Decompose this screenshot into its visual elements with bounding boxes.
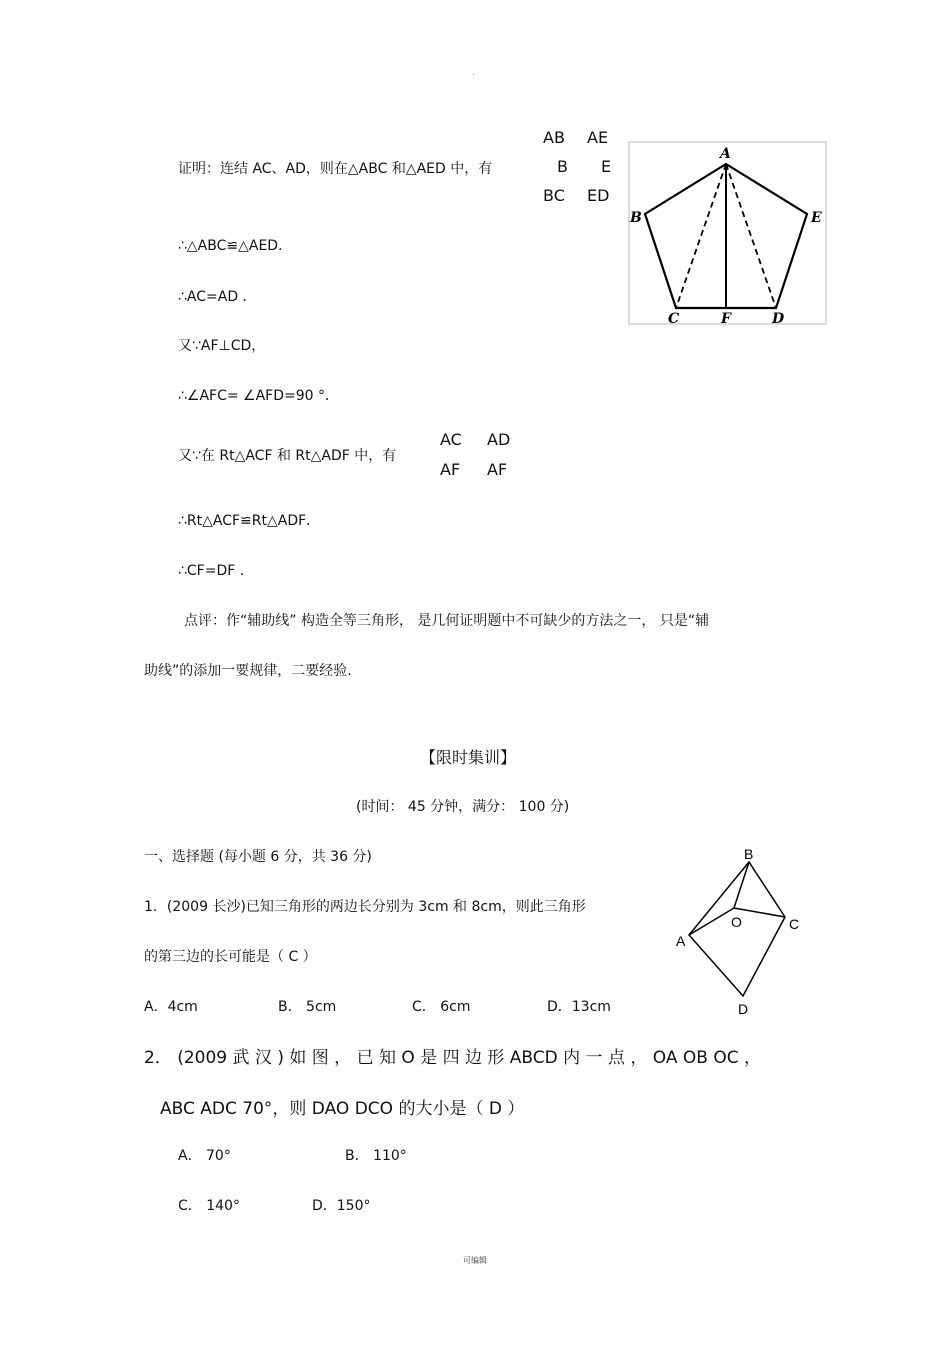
q2-line1: 2． (2009 武 汉 ) 如 图 ， 已 知 O 是 四 边 形 ABCD 内 一 点 ， OA OB OC ， bbox=[144, 1048, 761, 1068]
section-title: 【限时集训】 bbox=[420, 748, 517, 767]
proof-intro: 证明：连结 AC、AD，则在△ABC 和△AED 中，有 bbox=[178, 161, 493, 177]
q1-option-c: C． 6cm bbox=[412, 999, 471, 1015]
pentagon-figure bbox=[628, 140, 828, 326]
q1-option-d: D．13cm bbox=[547, 999, 611, 1015]
proof-line3: 又∵AF⊥CD， bbox=[178, 338, 266, 354]
part1-heading: 一、选择题 (每小题 6 分，共 36 分) bbox=[144, 849, 372, 865]
eq-row3-left: BC bbox=[543, 186, 565, 205]
q2-line2: ABC ADC 70°，则 DAO DCO 的大小是（ D ） bbox=[160, 1099, 525, 1119]
quad-label-b: B bbox=[744, 846, 754, 862]
pentagon-label-d: D bbox=[772, 311, 785, 326]
eq2-row1-right: AD bbox=[487, 430, 511, 449]
eq-row2-right: E bbox=[601, 157, 612, 176]
pentagon-label-b: B bbox=[630, 210, 642, 226]
eq2-row2-right: AF bbox=[487, 460, 508, 479]
pentagon-label-a: A bbox=[720, 146, 731, 162]
q2-option-b: B． 110° bbox=[345, 1148, 407, 1164]
proof-line7: ∴CF=DF ． bbox=[178, 563, 254, 579]
section-subtitle: (时间： 45 分钟，满分： 100 分) bbox=[356, 799, 570, 815]
q1-option-a: A．4cm bbox=[144, 999, 198, 1015]
eq2-row1-left: AC bbox=[440, 430, 462, 449]
proof-line6: ∴Rt△ACF≌Rt△ADF． bbox=[178, 513, 321, 529]
q2-option-a: A． 70° bbox=[178, 1148, 231, 1164]
comment-line1: 点评：作“辅助线” 构造全等三角形， 是几何证明题中不可缺少的方法之一， 只是“辅 bbox=[184, 613, 710, 629]
footer-label: 可编辑 bbox=[463, 1256, 487, 1265]
eq-row1-right: AE bbox=[587, 128, 609, 147]
proof-line1: ∴△ABC≌△AED． bbox=[178, 238, 293, 254]
proof-line5: 又∵在 Rt△ACF 和 Rt△ADF 中，有 bbox=[178, 448, 397, 464]
eq2-row2-left: AF bbox=[440, 460, 461, 479]
q1-line1: 1．(2009 长沙)已知三角形的两边长分别为 3cm 和 8cm，则此三角形 bbox=[144, 899, 586, 915]
quadrilateral-figure bbox=[670, 842, 810, 1022]
quad-label-c: C bbox=[789, 916, 800, 932]
proof-line4: ∴∠AFC= ∠AFD=90 °． bbox=[178, 388, 339, 404]
pentagon-label-f: F bbox=[721, 311, 731, 326]
proof-line2: ∴AC=AD ． bbox=[178, 289, 257, 305]
comment-line2: 助线”的添加一要规律，二要经验. bbox=[144, 663, 352, 679]
eq-row1-left: AB bbox=[543, 128, 565, 147]
q1-line2: 的第三边的长可能是（ C ） bbox=[144, 949, 317, 965]
top-mark: · bbox=[472, 70, 476, 81]
quad-label-d: D bbox=[738, 1001, 749, 1017]
quad-label-a: A bbox=[676, 933, 686, 949]
q1-option-b: B． 5cm bbox=[278, 999, 337, 1015]
q2-option-c: C． 140° bbox=[178, 1198, 240, 1214]
eq-row3-right: ED bbox=[587, 186, 610, 205]
eq-row2-left: B bbox=[557, 157, 568, 176]
pentagon-label-c: C bbox=[668, 311, 680, 326]
q2-option-d: D．150° bbox=[312, 1198, 371, 1214]
pentagon-label-e: E bbox=[811, 210, 822, 226]
quad-label-o: O bbox=[731, 914, 742, 930]
